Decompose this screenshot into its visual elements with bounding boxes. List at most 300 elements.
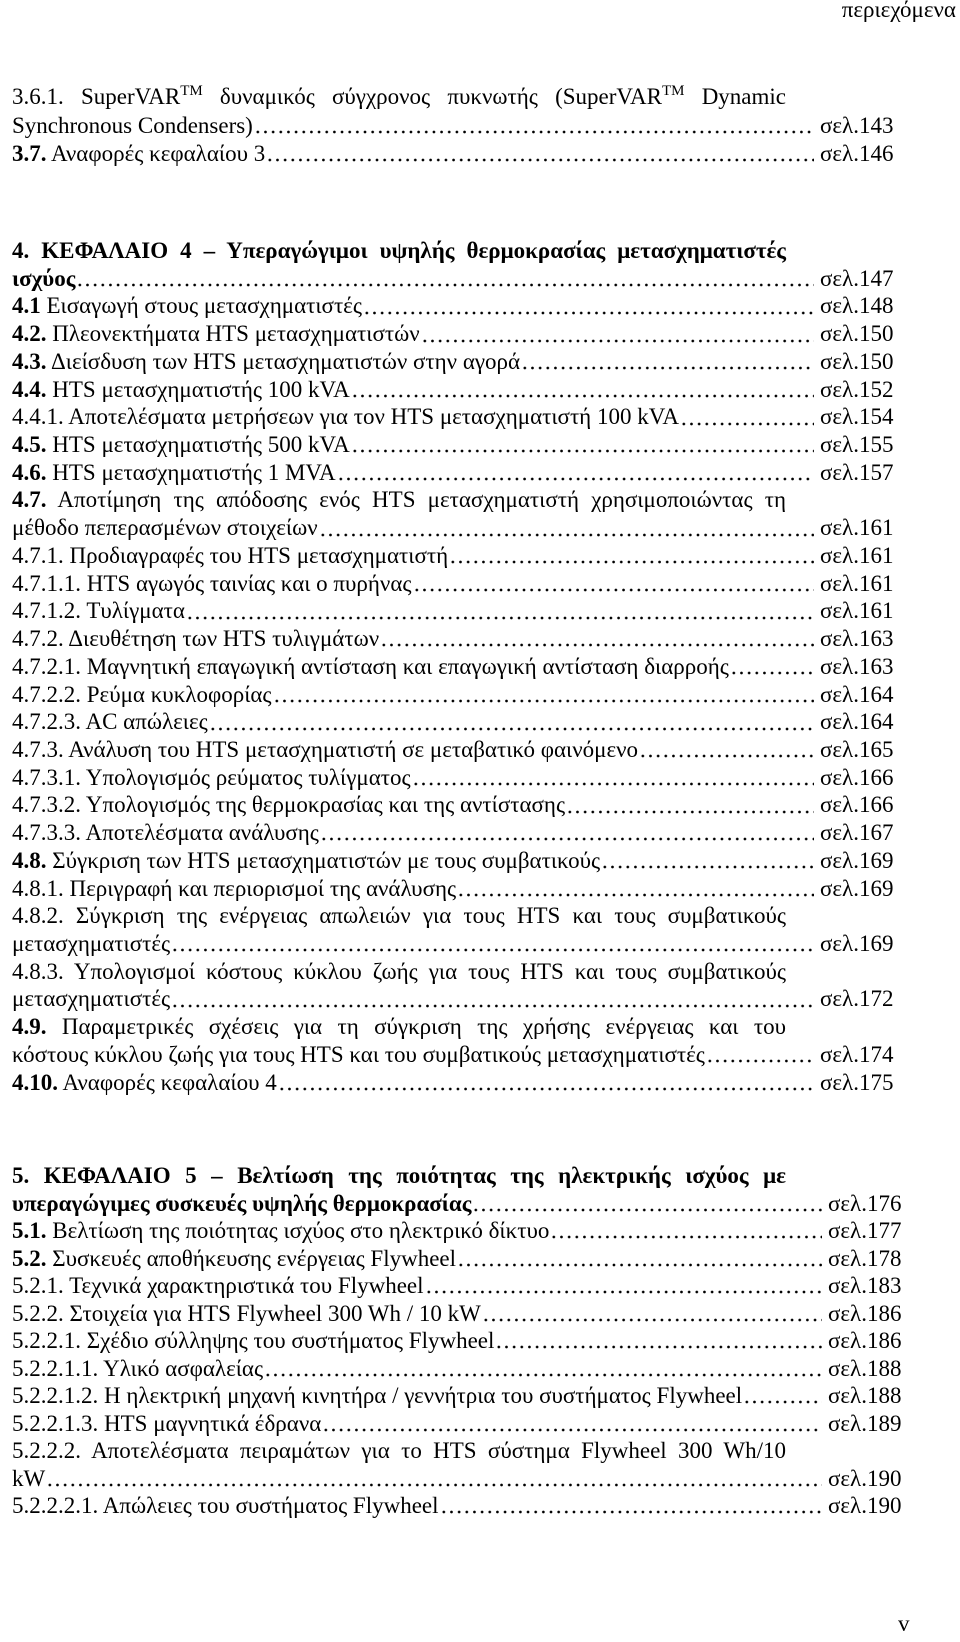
page-reference: σελ.161 — [820, 570, 894, 596]
dot-leader — [421, 320, 814, 348]
dot-leader — [264, 1355, 822, 1383]
entry-number: 4.7.1.2. — [12, 598, 81, 624]
dot-leader — [320, 819, 814, 847]
entry-number: 3.6.1. — [12, 84, 64, 109]
page-reference: σελ.188 — [828, 1355, 902, 1381]
toc-entry — [12, 403, 905, 431]
toc-entry-line — [12, 1327, 905, 1355]
entry-number: 4.6. — [12, 459, 47, 485]
entry-number: 5.2.2. — [12, 1300, 64, 1326]
page-reference: σελ.167 — [820, 820, 894, 846]
page-reference: σελ.188 — [828, 1383, 902, 1408]
toc-entry-line — [12, 1410, 905, 1438]
toc-entry-line — [12, 83, 786, 112]
entry-text — [12, 708, 208, 736]
entry-text — [12, 1272, 424, 1300]
toc-entry — [12, 486, 905, 541]
dot-leader — [171, 930, 814, 958]
entry-number: 4.7.2.1. — [12, 653, 81, 679]
entry-number: 4.3. — [12, 348, 47, 374]
entry-title: δυναμικός σύγχρονος πυκνωτής (SuperVAR — [202, 84, 662, 109]
toc-entry-line — [12, 930, 905, 958]
toc-entry — [12, 1410, 905, 1438]
entry-title: Διείσδυση των HTS μετασχηματιστών στην αγορά — [50, 348, 521, 374]
entry-title: Περιγραφή και περιορισμοί της ανάλυσης — [69, 875, 457, 901]
page-reference: σελ.161 — [820, 515, 894, 541]
dot-leader — [730, 653, 814, 681]
toc-entry-line — [12, 570, 905, 598]
entry-title: kW — [12, 1465, 46, 1491]
toc-entry-line — [12, 459, 905, 487]
page-reference: σελ.148 — [820, 293, 894, 319]
entry-title: μετασχηματιστές — [12, 930, 171, 956]
toc-entry-line — [12, 265, 905, 293]
entry-number: 4.8.3. — [12, 958, 64, 984]
toc-entry — [12, 1327, 905, 1355]
page-reference: σελ.186 — [828, 1328, 902, 1353]
page-reference: σελ.147 — [820, 265, 894, 291]
entry-title: Εισαγωγή στους μετασχηματιστές — [46, 293, 362, 319]
entry-text — [12, 1382, 742, 1410]
page-reference: σελ.150 — [820, 321, 894, 347]
trademark-superscript: TM — [661, 83, 685, 99]
dot-leader — [351, 376, 814, 404]
entry-text — [12, 959, 786, 984]
entry-title: Αναφορές κεφαλαίου 4 — [62, 1069, 277, 1095]
entry-text — [12, 487, 786, 512]
dot-leader — [322, 1410, 822, 1438]
entry-title: Σύγκριση των HTS μετασχηματιστών με τους συμβατικούς — [52, 847, 601, 873]
entry-number: 5.2.2.2.1. — [12, 1493, 99, 1518]
entry-text — [12, 847, 600, 875]
toc-entry-line — [12, 1272, 905, 1300]
entry-text — [12, 1069, 277, 1097]
entry-title: HTS μετασχηματιστής 1 MVA — [52, 459, 336, 485]
trademark-superscript: TM — [180, 83, 203, 99]
toc-entry-line — [12, 431, 905, 459]
toc-entry — [12, 847, 905, 875]
toc-entry-line — [12, 1190, 905, 1218]
toc-entry — [12, 376, 905, 404]
toc-section — [12, 1162, 905, 1520]
toc-entry-line — [12, 1069, 905, 1097]
entry-number: 5.2.2.2. — [12, 1438, 81, 1463]
entry-title: HTS αγωγός ταινίας και ο πυρήνας — [86, 570, 412, 596]
toc-entry — [12, 1382, 905, 1410]
entry-text — [12, 903, 786, 928]
dot-leader — [521, 348, 814, 376]
dot-leader — [46, 1465, 822, 1493]
dot-leader — [266, 140, 814, 169]
page-reference: σελ.163 — [820, 626, 894, 652]
entry-title: Υπολογισμοί κόστους κύκλου ζωής για τους HTS και τους συμβατικούς — [73, 958, 786, 984]
toc-entry — [12, 431, 905, 459]
toc-entry — [12, 1069, 905, 1097]
entry-text — [12, 736, 638, 764]
entry-text — [12, 238, 786, 263]
entry-number: 4.7.3.2. — [12, 792, 81, 818]
toc-entry-line — [12, 708, 905, 736]
toc-entry — [12, 902, 905, 957]
toc-entry-line — [12, 112, 905, 141]
toc-entry — [12, 570, 905, 598]
dot-leader — [412, 764, 814, 792]
entry-title: SuperVAR — [80, 84, 181, 109]
page-reference: σελ.178 — [828, 1245, 902, 1271]
entry-title: Μαγνητική επαγωγική αντίσταση και επαγωγική αντίσταση διαρροής — [86, 653, 729, 679]
entry-number: 4.7.3.3. — [12, 820, 81, 846]
page-reference: σελ.183 — [828, 1273, 902, 1298]
entry-title: Τεχνικά χαρακτηριστικά του Flywheel — [69, 1273, 424, 1298]
page-reference: σελ.161 — [820, 598, 894, 624]
toc-entry — [12, 1492, 905, 1520]
entry-number: 4.8. — [12, 847, 47, 873]
entry-title: HTS μετασχηματιστής 100 kVA — [52, 376, 350, 402]
entry-number: 4.7.2. — [12, 626, 64, 652]
dot-leader — [680, 403, 814, 431]
page-reference: σελ.169 — [820, 930, 894, 956]
dot-leader — [457, 875, 814, 903]
entry-number: 4.8.2. — [12, 903, 64, 929]
entry-text — [12, 265, 75, 293]
dot-leader — [171, 985, 814, 1013]
page-reference: σελ.169 — [820, 875, 894, 901]
toc-entry — [12, 320, 905, 348]
toc-entry — [12, 1300, 905, 1328]
page-reference: σελ.177 — [828, 1218, 902, 1243]
entry-title: Προδιαγραφές του HTS μετασχηματιστή — [69, 542, 449, 568]
dot-leader — [601, 847, 814, 875]
toc-entry-line — [12, 542, 905, 570]
dot-leader — [76, 265, 814, 293]
entry-title: Απώλειες του συστήματος Flywheel — [102, 1493, 439, 1518]
page-reference: σελ.172 — [820, 986, 894, 1012]
toc-entry-line — [12, 985, 905, 1013]
toc-entry — [12, 1245, 905, 1273]
dot-leader — [472, 1190, 822, 1218]
page-reference: σελ.175 — [820, 1069, 894, 1095]
entry-text — [12, 1465, 45, 1493]
toc-entry — [12, 681, 905, 709]
toc-entry — [12, 764, 905, 792]
entry-text — [12, 403, 679, 431]
dot-leader — [380, 625, 814, 653]
entry-number: 4.7.1. — [12, 542, 64, 568]
toc-entry-line — [12, 1162, 786, 1190]
entry-text — [12, 320, 420, 348]
toc-entry-line — [12, 653, 905, 681]
page-reference: σελ.166 — [820, 764, 894, 790]
entry-title: Αποτελέσματα ανάλυσης — [85, 820, 319, 846]
entry-text — [12, 1327, 494, 1355]
toc-entry-line — [12, 320, 905, 348]
dot-leader — [743, 1382, 822, 1410]
dot-leader — [482, 1300, 822, 1328]
page-reference: σελ.164 — [820, 709, 894, 735]
entry-title: Αναφορές κεφαλαίου 3 — [50, 141, 266, 166]
page-reference: σελ.189 — [828, 1410, 902, 1436]
toc-entry — [12, 819, 905, 847]
dot-leader — [351, 431, 814, 459]
toc-entry-line — [12, 1013, 786, 1041]
dot-leader — [457, 1245, 822, 1273]
toc-entry-line — [12, 1041, 905, 1069]
dot-leader — [363, 292, 814, 320]
entry-number: 4.7.3.1. — [12, 764, 81, 790]
entry-title: Διευθέτηση των HTS τυλιγμάτων — [68, 626, 380, 652]
toc-entry-line — [12, 681, 905, 709]
page-reference: σελ.155 — [820, 432, 894, 458]
entry-title: κόστους κύκλου ζωής για τους HTS και του συμβατικούς μετασχηματιστές — [12, 1041, 705, 1067]
toc-entry — [12, 653, 905, 681]
toc-entry — [12, 1272, 905, 1300]
entry-title: ισχύος — [12, 265, 76, 291]
entry-number: 5.2.2.1.1. — [12, 1355, 99, 1381]
entry-text — [12, 1245, 456, 1273]
entry-title: Στοιχεία για HTS Flywheel 300 Wh / 10 kW — [69, 1300, 481, 1326]
entry-title: Αποτελέσματα πειραμάτων για το HTS σύστημα Flywheel 300 Wh/10 — [91, 1438, 786, 1463]
entry-number: 5.2.2.1. — [12, 1328, 81, 1353]
toc-entry-line — [12, 486, 786, 514]
dot-leader — [337, 459, 814, 487]
dot-leader — [440, 1492, 822, 1520]
dot-leader — [449, 542, 814, 570]
entry-number: 5. — [12, 1163, 30, 1188]
toc-entry-line — [12, 1492, 905, 1520]
entry-text — [12, 653, 729, 681]
toc-entry-line — [12, 348, 905, 376]
entry-text — [12, 1014, 786, 1039]
page-reference: σελ.143 — [820, 112, 894, 138]
page-reference: σελ.146 — [820, 141, 894, 166]
entry-text — [12, 1217, 549, 1245]
page-reference: σελ.150 — [820, 348, 894, 374]
entry-text — [12, 985, 170, 1013]
entry-title: ΚΕΦΑΛΑΙΟ 4 – Υπεραγώγιμοι υψηλής θερμοκρασίας μετασχηματιστές — [41, 238, 787, 263]
toc-entry-line — [12, 1465, 905, 1493]
entry-title: Συσκευές αποθήκευσης ενέργειας Flywheel — [52, 1245, 457, 1271]
dot-leader — [550, 1217, 822, 1245]
toc-entry-line — [12, 958, 786, 986]
entry-title: Τυλίγματα — [86, 598, 185, 624]
entry-title: Σχέδιο σύλληψης του συστήματος Flywheel — [86, 1328, 495, 1353]
toc-entry-line — [12, 875, 905, 903]
entry-number: 4.4.1. — [12, 404, 64, 430]
toc-entry-line — [12, 847, 905, 875]
dot-leader — [425, 1272, 822, 1300]
toc-entry — [12, 791, 905, 819]
entry-number: 5.2.2.1.2. — [12, 1383, 99, 1408]
entry-number: 3.7. — [12, 141, 47, 166]
entry-text — [12, 875, 456, 903]
entry-text — [12, 681, 272, 709]
toc-entry-line — [12, 791, 905, 819]
entry-number: 4.7.1.1. — [12, 570, 81, 596]
toc-entry-line — [12, 1437, 786, 1465]
toc-entry — [12, 597, 905, 625]
entry-title: HTS μετασχηματιστής 500 kVA — [52, 432, 350, 458]
entry-text — [12, 112, 253, 141]
entry-title: Υπολογισμός της θερμοκρασίας και της αντίστασης — [85, 792, 566, 818]
entry-number: 4.1 — [12, 293, 41, 319]
toc-entry — [12, 1013, 905, 1068]
toc-entry — [12, 83, 905, 140]
toc-entry — [12, 348, 905, 376]
entry-text — [12, 625, 379, 653]
entry-number: 5.2.1. — [12, 1273, 64, 1298]
entry-text — [12, 348, 520, 376]
toc-entry-line — [12, 140, 905, 169]
page-reference: σελ.152 — [820, 376, 894, 402]
page-reference: σελ.190 — [828, 1493, 902, 1518]
entry-title: Πλεονεκτήματα HTS μετασχηματιστών — [52, 321, 420, 347]
entry-number: 4.4. — [12, 376, 47, 402]
entry-text — [12, 597, 185, 625]
entry-title: υπεραγώγιμες συσκευές υψηλής θερμοκρασίας — [12, 1190, 472, 1216]
page-reference: σελ.190 — [828, 1465, 902, 1491]
toc-entry — [12, 140, 905, 169]
toc-entry — [12, 875, 905, 903]
entry-text — [12, 930, 170, 958]
entry-text — [12, 1163, 786, 1188]
toc-entry — [12, 1437, 905, 1492]
dot-leader — [566, 791, 814, 819]
toc-entry — [12, 1162, 905, 1217]
entry-number: 5.2.2.1.3. — [12, 1410, 99, 1436]
toc-entry-line — [12, 237, 786, 265]
toc-entry-line — [12, 376, 905, 404]
entry-text — [12, 791, 565, 819]
entry-text — [12, 140, 265, 169]
entry-text — [12, 1300, 481, 1328]
toc-entry — [12, 736, 905, 764]
toc-entry — [12, 459, 905, 487]
dot-leader — [186, 597, 814, 625]
entry-title: μέθοδο πεπερασμένων στοιχείων — [12, 515, 318, 541]
toc-entry-line — [12, 403, 905, 431]
toc-entry — [12, 292, 905, 320]
entry-title: Αποτίμηση της απόδοσης ενός HTS μετασχηματιστή χρησιμοποιώντας τη — [57, 487, 786, 513]
entry-number: 4.2. — [12, 321, 47, 347]
page-reference: σελ.161 — [820, 542, 894, 568]
toc-entry-line — [12, 292, 905, 320]
page-number: v — [898, 1611, 910, 1636]
entry-number: 4.7. — [12, 487, 47, 513]
dot-leader — [319, 514, 814, 542]
dot-leader — [254, 112, 814, 141]
dot-leader — [639, 736, 814, 764]
entry-number: 4.5. — [12, 432, 47, 458]
toc-entry — [12, 542, 905, 570]
page-reference: σελ.154 — [820, 404, 894, 430]
page-reference: σελ.186 — [828, 1300, 902, 1326]
dot-leader — [413, 570, 815, 598]
entry-title: Synchronous Condensers) — [12, 112, 253, 138]
entry-title: HTS μαγνητικά έδρανα — [104, 1410, 322, 1436]
toc-entry-line — [12, 1300, 905, 1328]
toc-entry — [12, 237, 905, 292]
entry-number: 4.9. — [12, 1014, 47, 1040]
page-reference: σελ.165 — [820, 736, 894, 762]
toc-entry — [12, 958, 905, 1013]
toc-entry-line — [12, 819, 905, 847]
toc-entry — [12, 1217, 905, 1245]
page-reference: σελ.176 — [828, 1190, 902, 1216]
entry-title: Υλικό ασφαλείας — [103, 1355, 264, 1381]
dot-leader — [495, 1327, 822, 1355]
entry-title: AC απώλειες — [85, 709, 208, 735]
entry-title: ΚΕΦΑΛΑΙΟ 5 – Βελτίωση της ποιότητας της ηλεκτρικής ισχύος με — [43, 1163, 787, 1188]
toc-entry-line — [12, 1355, 905, 1383]
entry-text — [12, 570, 412, 598]
entry-title: Βελτίωση της ποιότητας ισχύος στο ηλεκτρικό δίκτυο — [52, 1218, 550, 1243]
toc-entry-line — [12, 625, 905, 653]
entry-number: 4.10. — [12, 1069, 58, 1095]
entry-text — [12, 431, 350, 459]
entry-text — [12, 1190, 471, 1218]
toc-entry-line — [12, 736, 905, 764]
entry-text — [12, 764, 411, 792]
entry-number: 4. — [12, 238, 30, 263]
entry-text — [12, 819, 319, 847]
entry-text — [12, 1492, 439, 1520]
page-reference: σελ.174 — [820, 1041, 894, 1067]
toc-entry-line — [12, 1245, 905, 1273]
toc-entry — [12, 625, 905, 653]
entry-text — [12, 1041, 705, 1069]
entry-text — [12, 292, 362, 320]
toc-entry — [12, 708, 905, 736]
entry-title: μετασχηματιστές — [12, 986, 171, 1012]
page-reference: σελ.164 — [820, 681, 894, 707]
entry-number: 4.7.3. — [12, 736, 64, 762]
page-reference: σελ.166 — [820, 792, 894, 818]
entry-title: Ρεύμα κυκλοφορίας — [86, 681, 272, 707]
dot-leader — [706, 1041, 814, 1069]
dot-leader — [273, 681, 814, 709]
page-reference: σελ.169 — [820, 847, 894, 873]
toc-entry-line — [12, 764, 905, 792]
toc-entry-line — [12, 597, 905, 625]
entry-title: Σύγκριση της ενέργειας απωλειών για τους HTS και τους συμβατικούς — [75, 903, 787, 929]
entry-text — [12, 514, 318, 542]
toc-entry-line — [12, 1217, 905, 1245]
entry-title: Παραμετρικές σχέσεις για τη σύγκριση της χρήσης ενέργειας και του — [61, 1014, 787, 1040]
entry-text — [12, 1438, 786, 1463]
entry-title: Dynamic — [684, 84, 786, 109]
page-reference: σελ.163 — [820, 653, 894, 679]
entry-title: Η ηλεκτρική μηχανή κινητήρα / γεννήτρια του συστήματος Flywheel — [104, 1383, 743, 1408]
toc-section — [12, 83, 905, 169]
entry-number: 4.7.2.3. — [12, 709, 81, 735]
toc-section — [12, 237, 905, 1096]
toc-entry-line — [12, 902, 786, 930]
entry-number: 5.2. — [12, 1245, 47, 1271]
toc-entry-line — [12, 1382, 905, 1410]
entry-title: Ανάλυση του HTS μετασχηματιστή σε μεταβατικό φαινόμενο — [68, 736, 639, 762]
toc-entry — [12, 1355, 905, 1383]
dot-leader — [278, 1069, 814, 1097]
dot-leader — [209, 708, 814, 736]
entry-text — [12, 459, 336, 487]
entry-title: Αποτελέσματα μετρήσεων για τον HTS μετασχηματιστή 100 kVA — [68, 404, 679, 430]
running-header: περιεχόμενα — [841, 0, 956, 22]
entry-number: 5.1. — [12, 1218, 47, 1243]
entry-number: 4.7.2.2. — [12, 681, 81, 707]
entry-number: 4.8.1. — [12, 875, 64, 901]
page-reference: σελ.157 — [820, 459, 894, 485]
entry-title: Υπολογισμός ρεύματος τυλίγματος — [85, 764, 411, 790]
